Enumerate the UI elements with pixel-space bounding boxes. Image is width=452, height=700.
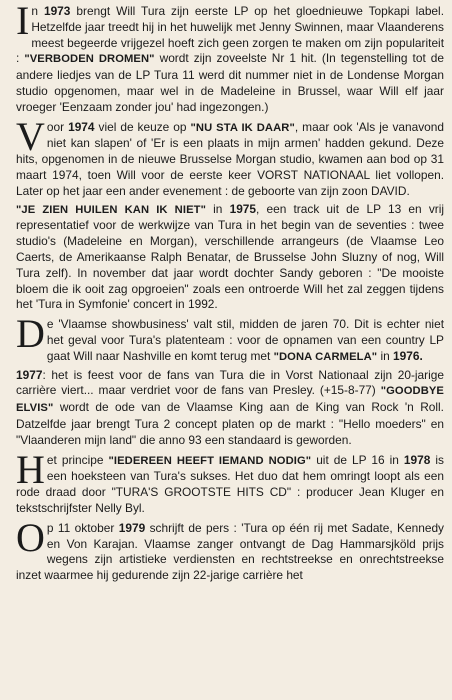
drop-cap: O — [16, 514, 45, 560]
year: 1975 — [229, 201, 257, 216]
text-run: in — [205, 201, 230, 216]
text-run: oor — [46, 119, 69, 134]
year: 1974 — [68, 119, 95, 134]
drop-cap: V — [16, 113, 45, 159]
paragraph-1977 — [16, 368, 444, 449]
text-run: uit de LP 16 in — [311, 452, 404, 467]
text-run: e 'Vlaamse showbusiness' valt stil, midden de jaren 70. Dit is echter niet het geval voor Tura's platenteam : voor de opnamen van een country LP gaat Will naar Nashville en komt terug met — [46, 317, 444, 363]
paragraph-1973 — [16, 0, 445, 116]
text-run: schrijft de pers : 'Tura op één rij met Sadate, Kennedy en Von Karajan. Vlaamse zanger ontvangt de Dag Hammarsjköld prijs wegens zijn artistieke verdiensten en rechtstreekse en onrechtstreekse inzet waarmee hij gedurende zijn 22-jarige carrière het — [16, 520, 444, 583]
paragraph-1976 — [16, 311, 444, 365]
year: 1973 — [43, 4, 71, 18]
text-run: is een hoeksteen van Tura's sukses. Het duo dat hem omringt loopt als een rode draad door "TURA'S GROOTSTE HITS CD" : producer Jean Kluger en tekstschrijfster Nelly Byl. — [16, 452, 444, 515]
song-title: "IEDEREEN HEEFT IEMAND NODIG" — [108, 454, 312, 467]
text-run: p 11 oktober — [46, 520, 119, 535]
song-title: "DONA CARMELA" — [273, 350, 378, 363]
year: 1976. — [393, 348, 423, 363]
year: 1979 — [118, 520, 146, 535]
song-title: "VERBODEN DROMEN" — [24, 53, 155, 66]
text-run: wordt zijn zoveelste Nr 1 hit. (In tegenstelling tot de andere liedjes van de LP Tura 11 werd dit nummer niet in de Londense Morgan studio opgenomen, maar wel in de Madeleine in Brussel, waar Will elf jaar vroeger 'Eenzaam zonder jou' had ingezongen.) — [16, 51, 445, 114]
text-run: viel de keuze op — [94, 119, 191, 134]
text-run: , een track uit de LP 13 en vrij representatief voor de werkwijze van Tura in het begin van de seventies : twee studio's (Madeleine en Morgan), verschillende arrangeurs (de Vlaamse Leo Caerts, de Amerikaanse Ralph Benatar, de Brusselse John Sluzny of nog, Will Tura zelf). In november dat jaar wordt dochter Sandy geboren : "De mooiste bloem die ik ooit zag opgroeien" zoals een ontroerde Will het zal zeggen tijdens het 'Tura in Symfonie' concert in 1992. — [16, 201, 445, 312]
text-run: , maar ook 'Als je vanavond niet kan slapen' of 'Er is een plaats in mijn armen' hadden gekund. Deze hits, opgenomen in de nieuwe Brusselse Morgan studio, kwamen aan bod op 31 maart 1974, toen Will voor de eerste keer VORST NATIONAAL liet vollopen. Later op het jaar een ander evenement : de geboorte van zijn zoon DAVID. — [16, 119, 445, 198]
year: 1978 — [403, 452, 431, 467]
paragraph-1979 — [16, 514, 444, 584]
drop-cap: D — [16, 311, 45, 357]
paragraph-1978 — [16, 446, 444, 517]
text-run: : het is feest voor de fans van Tura die in Vorst Nationaal zijn 20-jarige carrière viert... maar verdriet voor de fans van Presley. (+15-8-77) — [16, 367, 444, 398]
drop-cap: H — [16, 446, 45, 492]
drop-cap: I — [16, 0, 30, 43]
paragraph-1974 — [16, 113, 445, 200]
song-title: "JE ZIEN HUILEN KAN IK NIET" — [16, 203, 206, 216]
text-run: brengt Will Tura zijn eerste LP op het gloednieuwe Topkapi label. Hetzelfde jaar treedt hij in het huwelijk met Jenny Swinnen, maar Vlaanderens meest begeerde vrijgezel hoeft zich geen zorgen te maken om zijn populariteit : — [16, 4, 444, 66]
song-title: "NU STA IK DAAR" — [190, 121, 295, 134]
paragraph-1975 — [16, 202, 444, 314]
text-run: n — [31, 4, 44, 18]
text-run: in — [377, 348, 394, 363]
year: 1977 — [16, 367, 43, 382]
text-run: wordt de ode van de Vlaamse King aan de King van Rock 'n Roll. Datzelfde jaar brengt Tura 2 concept platen op de markt : "Hello moeders" en "Vlaanderen mijn land" die anno 93 een standaard is geworden. — [16, 400, 444, 447]
text-run: et principe — [46, 452, 109, 467]
song-title: "GOODBYE ELVIS" — [16, 385, 444, 415]
